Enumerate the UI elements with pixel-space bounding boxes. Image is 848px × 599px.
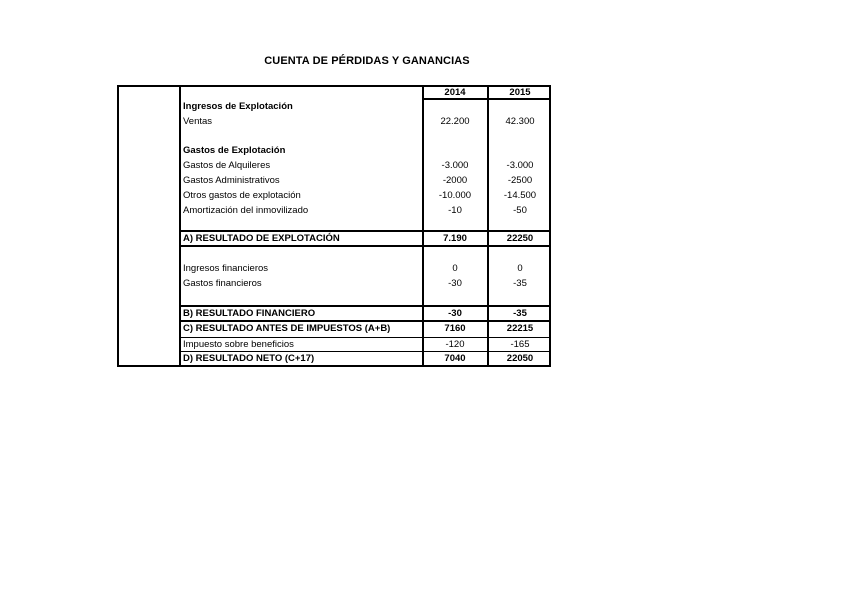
value-2014: -2000 xyxy=(442,175,468,186)
value-2015: 22050 xyxy=(506,353,534,364)
value-2015: 0 xyxy=(517,263,523,274)
value-2014: 7.190 xyxy=(443,233,467,244)
row-label: Amortización del inmovilizado xyxy=(183,205,309,216)
value-2015: -2500 xyxy=(507,175,533,186)
column-header-2014: 2014 xyxy=(444,87,466,98)
row-label: Gastos Administrativos xyxy=(183,175,280,186)
row-label: C) RESULTADO ANTES DE IMPUESTOS (A+B) xyxy=(183,323,391,334)
value-2015: 42.300 xyxy=(505,116,535,127)
row-label: D) RESULTADO NETO (C+17) xyxy=(183,353,315,364)
row-label: Gastos de Alquileres xyxy=(183,160,271,171)
column-header-2015: 2015 xyxy=(509,87,531,98)
column-divider xyxy=(179,85,181,367)
row-divider xyxy=(179,305,551,307)
value-2014: 7160 xyxy=(444,323,466,334)
row-label: Otros gastos de explotación xyxy=(183,190,301,201)
value-2015: -3.000 xyxy=(506,160,534,171)
value-2014: -10.000 xyxy=(438,190,472,201)
value-2014: -3.000 xyxy=(441,160,469,171)
row-divider xyxy=(179,351,551,352)
row-divider xyxy=(179,245,551,247)
value-2015: -50 xyxy=(513,205,527,216)
row-label: B) RESULTADO FINANCIERO xyxy=(183,308,316,319)
value-2015: -14.500 xyxy=(503,190,537,201)
page-title: CUENTA DE PÉRDIDAS Y GANANCIAS xyxy=(264,55,470,67)
value-2015: -35 xyxy=(513,308,527,319)
row-label: Impuesto sobre beneficios xyxy=(183,339,294,350)
row-label: Ingresos financieros xyxy=(183,263,269,274)
row-label: A) RESULTADO DE EXPLOTACIÓN xyxy=(183,233,340,244)
value-2014: -30 xyxy=(448,308,462,319)
value-2015: -35 xyxy=(513,278,527,289)
value-2014: -30 xyxy=(448,278,462,289)
row-divider xyxy=(179,337,551,338)
row-divider xyxy=(179,230,551,232)
value-2015: 22215 xyxy=(506,323,534,334)
value-2014: 7040 xyxy=(444,353,466,364)
value-2014: -10 xyxy=(448,205,462,216)
section-label-ingresos: Ingresos de Explotación xyxy=(183,101,293,112)
row-divider xyxy=(179,320,551,322)
row-label: Ventas xyxy=(183,116,213,127)
value-2014: -120 xyxy=(445,339,465,350)
value-2015: -165 xyxy=(510,339,530,350)
value-2014: 0 xyxy=(452,263,458,274)
value-2015: 22250 xyxy=(506,233,534,244)
row-label: Gastos financieros xyxy=(183,278,262,289)
section-label-gastos: Gastos de Explotación xyxy=(183,145,286,156)
value-2014: 22.200 xyxy=(440,116,470,127)
